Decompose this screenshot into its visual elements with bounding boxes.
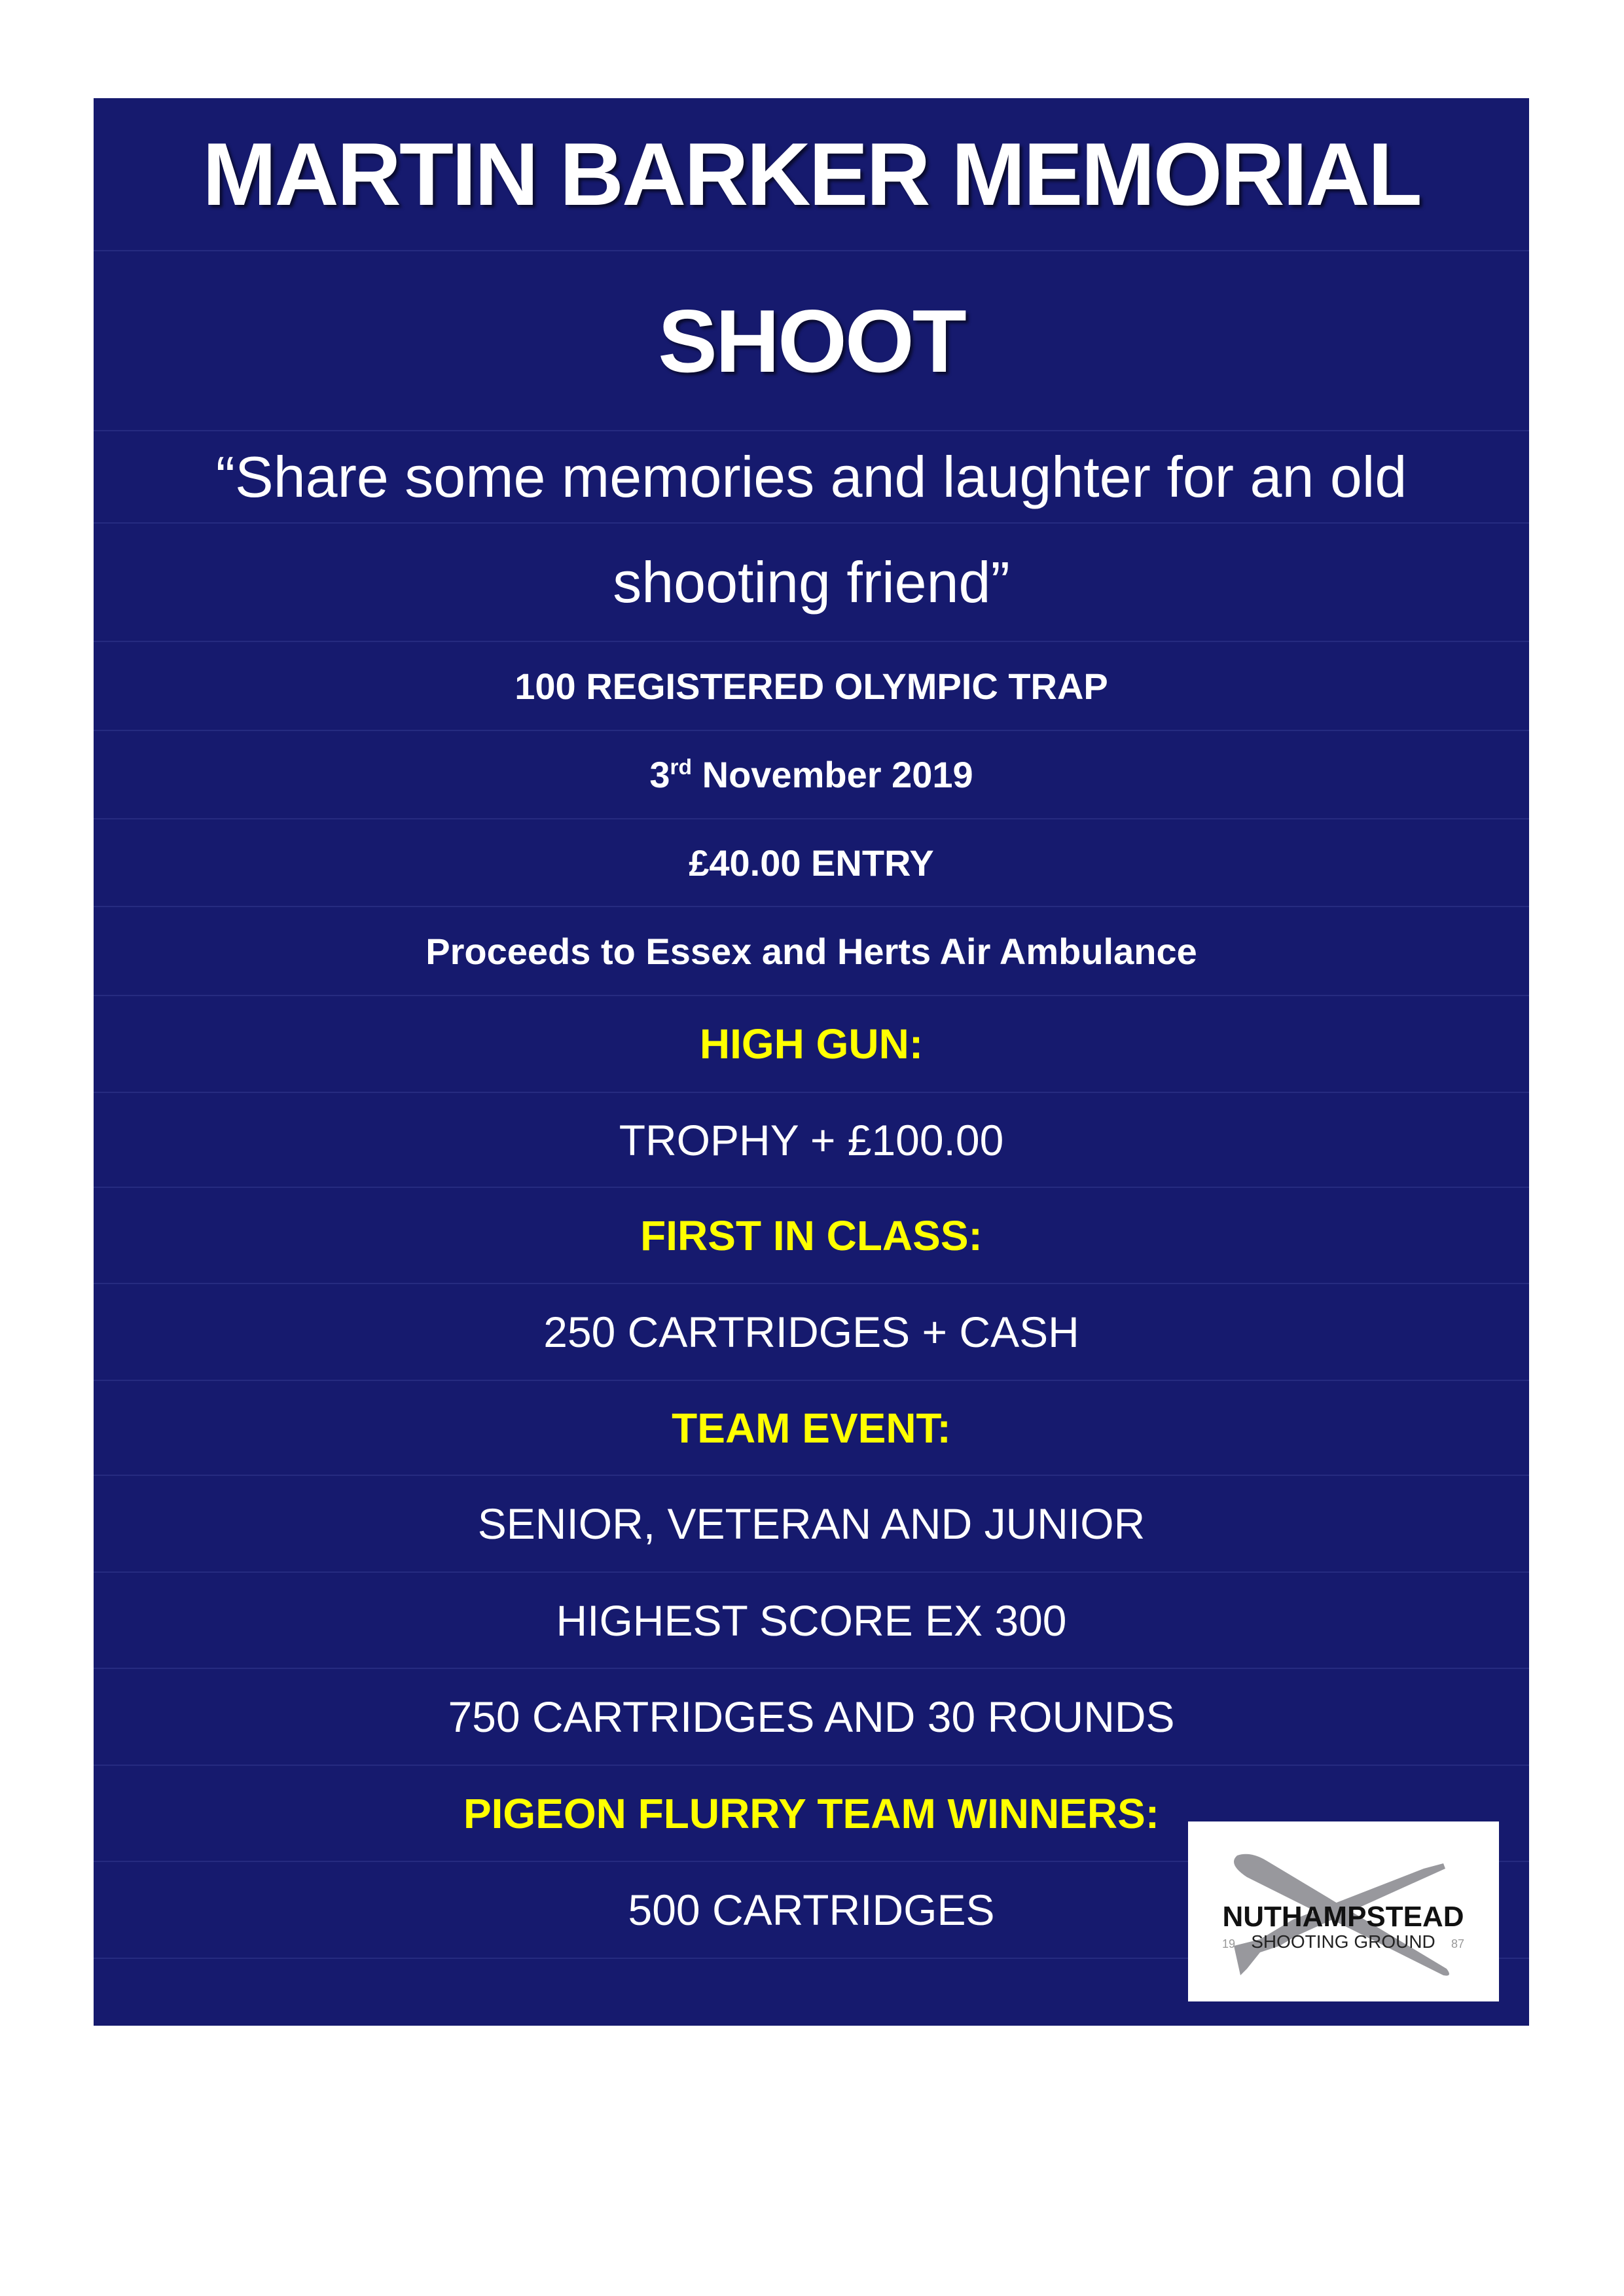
proceeds	[94, 907, 1529, 996]
event-type-text: 100 REGISTERED OLYMPIC TRAP	[514, 665, 1108, 707]
entry-fee-text: £40.00 ENTRY	[689, 842, 934, 884]
team-event-line-2	[94, 1573, 1529, 1669]
svg-text:NUTHAMPSTEAD: NUTHAMPSTEAD	[1222, 1901, 1464, 1933]
first-in-class-label	[94, 1188, 1529, 1284]
title-text: SHOOT	[658, 291, 965, 391]
prize-text: 500 CARTRIDGES	[628, 1886, 995, 1934]
title-text: MARTIN BARKER MEMORIAL	[202, 124, 1420, 224]
nuthampstead-logo	[1188, 1821, 1499, 2001]
title-line-2	[94, 251, 1529, 431]
flyer-panel	[94, 98, 1529, 2026]
proceeds-text: Proceeds to Essex and Herts Air Ambulance	[425, 930, 1197, 972]
svg-text:SHOOTING GROUND: SHOOTING GROUND	[1251, 1931, 1435, 1952]
label-text: HIGH GUN:	[699, 1020, 924, 1067]
quote-text: “Share some memories and laughter for an old	[215, 444, 1407, 509]
entry-fee	[94, 819, 1529, 907]
prize-text: SENIOR, VETERAN AND JUNIOR	[477, 1499, 1146, 1548]
event-date	[94, 731, 1529, 819]
event-type	[94, 642, 1529, 731]
team-event-label	[94, 1381, 1529, 1476]
svg-text:19: 19	[1221, 1937, 1236, 1950]
quote-line-1	[94, 431, 1529, 524]
team-event-line-3	[94, 1669, 1529, 1766]
high-gun-label	[94, 996, 1529, 1093]
label-text: TEAM EVENT:	[672, 1404, 951, 1452]
label-text: PIGEON FLURRY TEAM WINNERS:	[463, 1789, 1160, 1837]
title-line-1	[94, 98, 1529, 251]
prize-text: HIGHEST SCORE EX 300	[556, 1596, 1067, 1645]
label-text: FIRST IN CLASS:	[640, 1211, 983, 1259]
team-event-line-1	[94, 1476, 1529, 1573]
high-gun-prize	[94, 1093, 1529, 1188]
prize-text: TROPHY + £100.00	[619, 1115, 1004, 1164]
svg-text:87: 87	[1451, 1937, 1465, 1950]
quote-text: shooting friend”	[613, 549, 1010, 615]
quote-line-2	[94, 524, 1529, 642]
prize-text: 750 CARTRIDGES AND 30 ROUNDS	[448, 1693, 1175, 1741]
first-in-class-prize	[94, 1284, 1529, 1381]
crossed-guns-icon	[1188, 1821, 1499, 2001]
prize-text: 250 CARTRIDGES + CASH	[543, 1308, 1079, 1356]
date-text: 3rd November 2019	[649, 754, 973, 795]
